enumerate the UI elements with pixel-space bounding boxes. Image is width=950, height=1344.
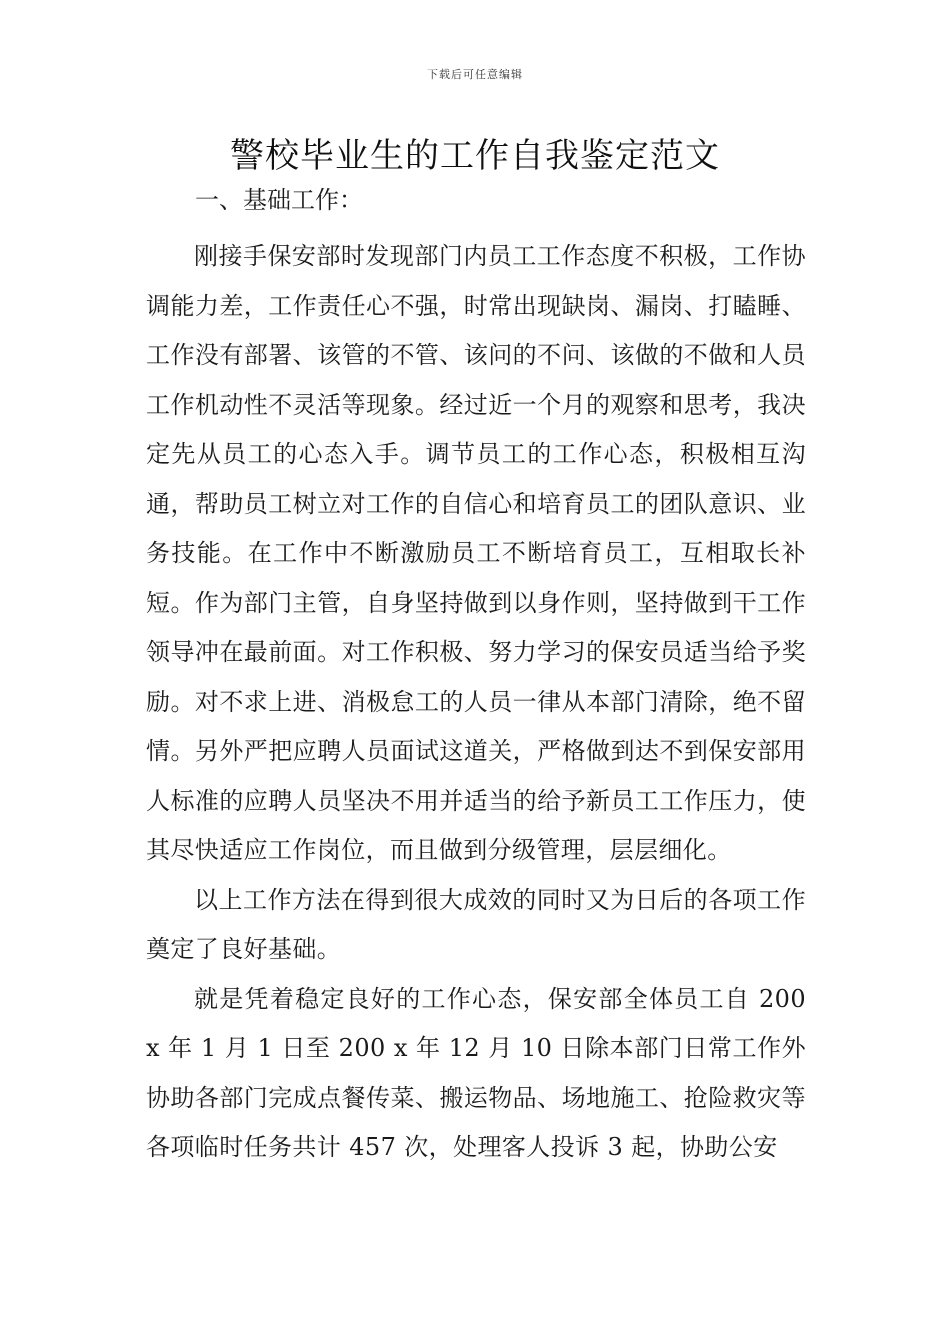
paragraph-1: 刚接手保安部时发现部门内员工工作态度不积极，工作协调能力差，工作责任心不强，时常出现缺岗、漏岗、打瞌睡、工作没有部署、该管的不管、该问的不问、该做的不做和人员工作机动性不灵活等现象。经过近一个月的观察和思考，我决定先从员工的心态入手。调节员工的工作心态，积极相互沟通，帮助员工树立对工作的自信心和培育员工的团队意识、业务技能。在工作中不断激励员工不断培育员工，互相取长补短。作为部门主管，自身坚持做到以身作则，坚持做到干工作领导冲在最前面。对工作积极、努力学习的保安员适当给予奖励。对不求上进、消极怠工的人员一律从本部门清除，绝不留情。另外严把应聘人员面试这道关，严格做到达不到保安部用人标准的应聘人员坚决不用并适当的给予新员工工作压力，使其尽快适应工作岗位，而且做到分级管理，层层细化。 [146, 242, 806, 864]
section-heading: 一、基础工作： [195, 186, 363, 214]
document-title: 警校毕业生的工作自我鉴定范文 [230, 136, 720, 176]
document-body [146, 232, 806, 1173]
paragraph-2: 以上工作方法在得到很大成效的同时又为日后的各项工作奠定了良好基础。 [146, 885, 806, 963]
paragraph-3: 就是凭着稳定良好的工作心态，保安部全体员工自 200 x 年 1 月 1 日至 200 x 年 12 月 10 日除本部门日常工作外协助各部门完成点餐传菜、搬运物品、场地施工、抢险救灾等各项临时任务共计 457 次，处理客人投诉 3 起，协助公安 [146, 984, 806, 1161]
page-header-note: 下载后可任意编辑 [427, 68, 523, 81]
